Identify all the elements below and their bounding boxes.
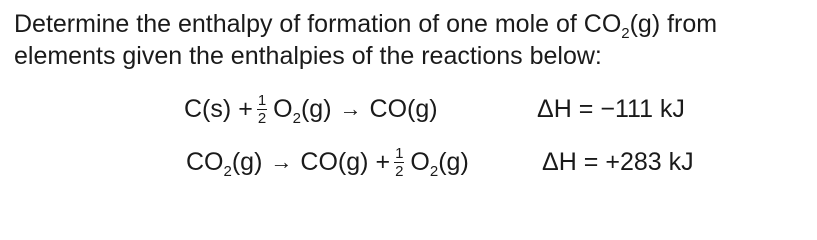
reactant-carbon: C(s) [184, 94, 232, 123]
fraction-numerator: 1 [257, 91, 267, 109]
co2-subscript: 2 [621, 25, 630, 42]
reaction-equation-1 [184, 86, 438, 132]
reaction-equation-2 [186, 139, 469, 185]
reaction-arrow-icon: → [270, 149, 293, 174]
delta-h-value: −111 kJ [600, 94, 685, 123]
fraction-denominator: 2 [257, 109, 267, 127]
reactant-oxygen: $O_2(g)$ [273, 94, 332, 127]
question-line-2: elements given the enthalpies of the reactions below: [14, 42, 602, 70]
fraction-numerator: 1 [395, 144, 404, 162]
delta-h-label: ΔH [542, 147, 577, 176]
equals-sign: = [583, 147, 599, 176]
delta-h-label: ΔH [537, 94, 572, 123]
one-half-fraction [394, 145, 404, 180]
enthalpy-change-2 [542, 139, 694, 185]
one-half-fraction [257, 92, 267, 127]
product-oxygen: $O_2(g)$ [410, 147, 469, 180]
product-carbon-monoxide: CO(g) [369, 94, 438, 123]
reactant-carbon-dioxide: $CO_2(g)$ [186, 147, 263, 180]
product-carbon-monoxide: CO(g) [300, 147, 369, 176]
question-line-1-text: Determine the enthalpy of formation of one mole of CO [14, 10, 622, 38]
reaction-row-2 [0, 139, 817, 185]
equals-sign: = [578, 94, 594, 123]
fraction-denominator: 2 [395, 162, 404, 180]
question-line-1 [14, 10, 718, 42]
delta-h-value: +283 kJ [605, 147, 694, 176]
reaction-arrow-icon: → [339, 96, 362, 121]
question-line-1-tail: (g) from [629, 10, 718, 38]
enthalpy-change-1 [537, 86, 685, 132]
plus-sign: + [238, 94, 253, 123]
reaction-row-1 [0, 86, 817, 132]
question-text [14, 8, 809, 72]
plus-sign: + [375, 147, 391, 176]
